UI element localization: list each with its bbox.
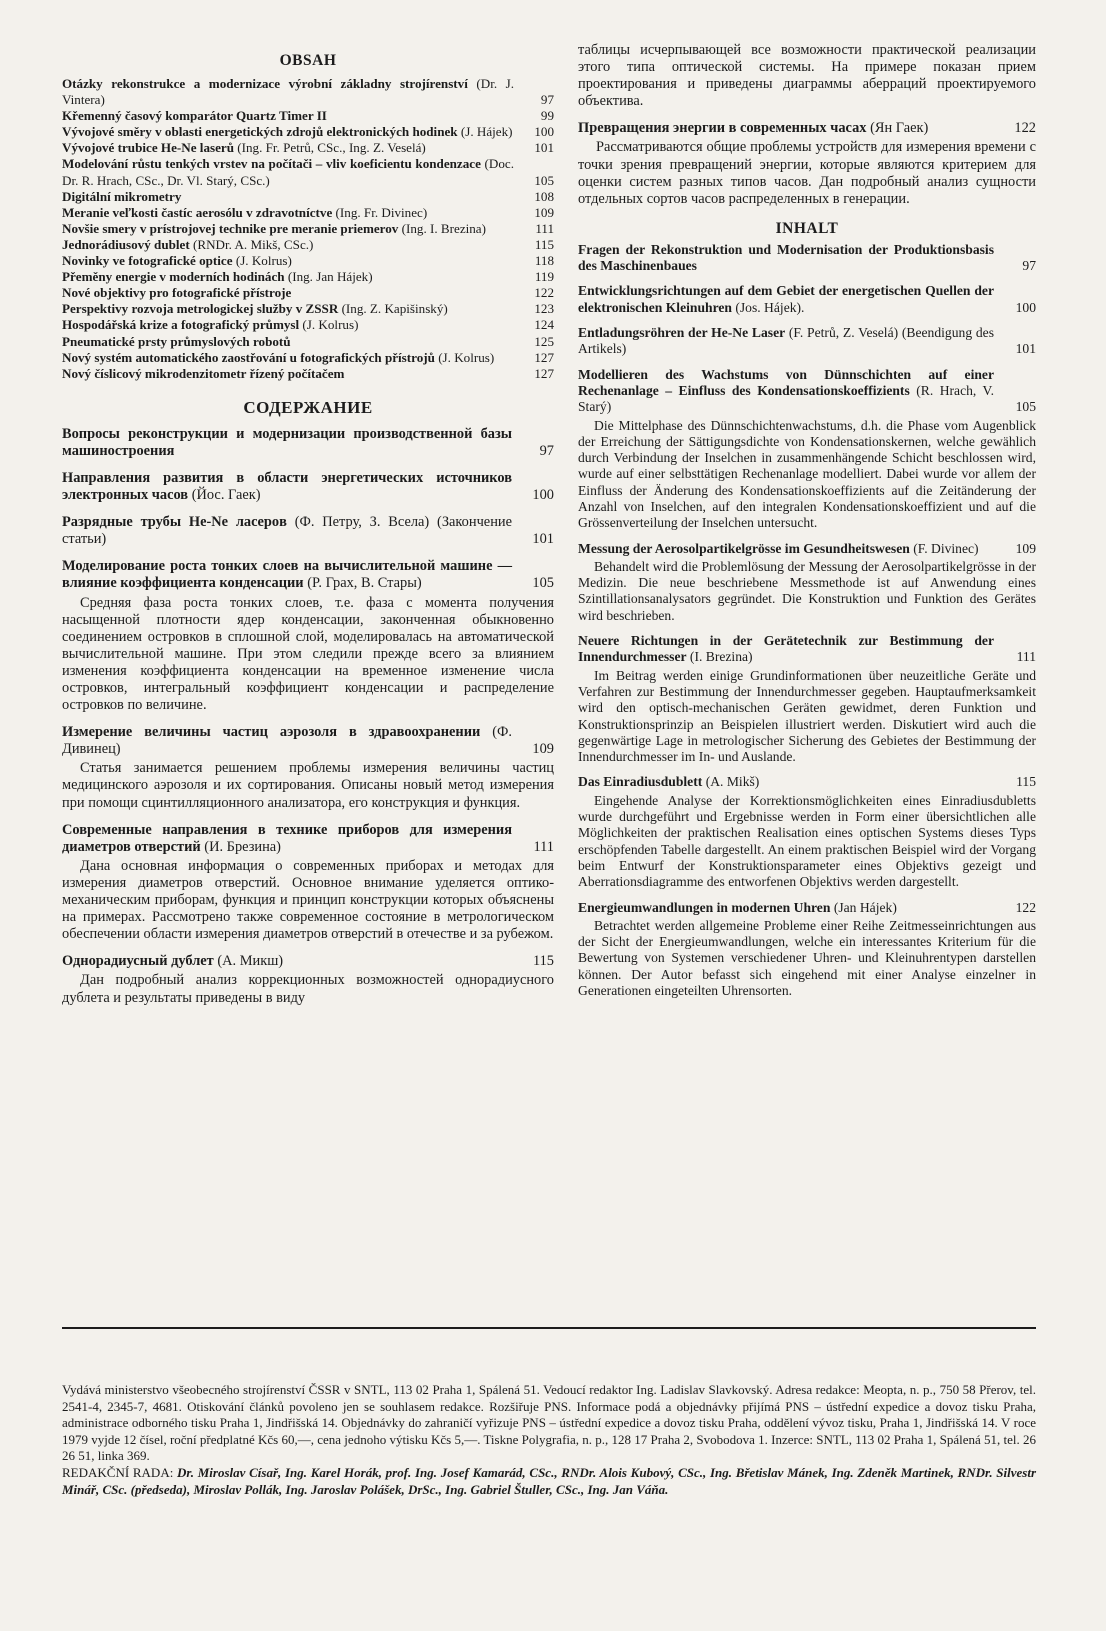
entry-authors: (Ing. Jan Hájek) — [287, 269, 373, 285]
entry-title: Vývojové směry v oblasti energetických zdrojů elektronických hodinek — [62, 124, 458, 140]
entry-text — [578, 633, 994, 666]
entry-title: Perspektivy rozvoja metrologickej služby v ZSSR — [62, 301, 339, 317]
toc-entry — [62, 317, 554, 333]
entry-page: 100 — [1015, 299, 1036, 315]
entry-page: 105 — [1015, 399, 1036, 415]
entry-title: Novšie smery v prístrojovej technike pre meranie priemerov — [62, 220, 399, 236]
entry-page: 105 — [532, 575, 554, 592]
article-heading — [578, 325, 1036, 358]
entry-authors: (J. Hájek) — [460, 124, 513, 140]
article-heading — [578, 900, 1036, 916]
entry-title: Modellieren des Wachstums von Dünnschichten auf einer Rechenanlage – Einfluss des Kondensationskoeffizients — [578, 366, 994, 398]
entry-title: Nové objektivy pro fotografické přístroje — [62, 285, 292, 301]
entry-title: Modelování růstu tenkých vrstev na počítači – vliv koeficientu kondenzace — [62, 156, 481, 172]
entry-text — [62, 514, 512, 548]
entry-text — [578, 541, 994, 557]
entry-title: Entladungsröhren der He-Ne Laser — [578, 325, 786, 341]
right-column — [578, 42, 1036, 1008]
toc-entry — [62, 350, 554, 366]
entry-page: 97 — [540, 92, 554, 108]
imprint-footer — [62, 1382, 1036, 1498]
entry-abstract: Статья занимается решением проблемы измерения величины частиц медицинского аэрозоля и их сортирования. Описаны новый метод измерения при помощи сцинтилляционного анализатора, его конструкция и функция. — [62, 760, 554, 811]
entry-page: 111 — [1016, 649, 1036, 665]
entry-title: Das Einradiusdublett — [578, 774, 703, 790]
toc-entry — [62, 301, 554, 317]
inhalt-heading: INHALT — [775, 219, 839, 237]
entry-page: 101 — [534, 140, 554, 156]
soderzhanie-list — [62, 426, 554, 1007]
entry-abstract: Im Beitrag werden einige Grundinformationen über neuzeitliche Geräte und Verfahren zur Bestimmung der Innendurchmesser gegeben. Hauptaufmerksamkeit wird den optisch-mechanischen Geräten gewidmet, deren Funktion und Konstruktionsprinzip an Beispielen illustriert werden. Diskutiert wird auch die gegenwärtige Lage in metrologischer Sicherung des Gebietes der Bestimmung der Innendurchmesser im In- und Auslande. — [578, 667, 1036, 765]
entry-text — [62, 285, 514, 301]
article-heading — [578, 367, 1036, 416]
entry-abstract: Средняя фаза роста тонких слоев, т.е. фаза с момента получения насыщенной плотности ядер конденсации, законченная обыкновенно соединением островков в сплошной слой, моделировалась на автоматической вычислительной машине. При этом следили прежде всего за влиянием изменения коэффициента конденсации на временное изменение числа островков, интегральный коэффициент конденсации и распределение островков по величине. — [62, 594, 554, 714]
entry-page: 105 — [534, 172, 554, 188]
entry-page: 115 — [1016, 774, 1036, 790]
entry-page: 124 — [534, 317, 554, 333]
entry-text — [62, 334, 514, 350]
entry-text — [62, 189, 514, 205]
article-heading — [578, 541, 1036, 557]
entry-abstract: Die Mittelphase des Dünnschichtenwachstums, d.h. die Phase vom Augenblick der Erreichung der Sättigungsdichte von Kondensationskernen, welche gewählich durch Verbindung der Inselchen in zusammenhängende Schicht beschlossen wird, wurde auf einer selbsttätigen Rechenanlage modelliert. Dabei wurde vor allem der Einfluss der Änderung des Kondensationskoeffizients auf die Zeitänderung der Anzahl von Inselchen, auf den integralen Kondensationskoeffizient und auf die Grössenverteilung der Inselchen untersucht. — [578, 417, 1036, 531]
entry-text — [62, 366, 514, 382]
entry-page: 127 — [534, 365, 554, 381]
entry-text — [62, 108, 514, 124]
article-heading — [578, 242, 1036, 275]
entry-text — [62, 317, 514, 333]
editorial-board-members: Dr. Miroslav Císař, Ing. Karel Horák, prof. Ing. Josef Kamarád, CSc., RNDr. Alois Kubový, CSc., Ing. Břetislav Mánek, Ing. Zdeněk Martinek, RNDr. Silvestr Minář, CSc. (předseda), Miroslav Pollák, Ing. Jaroslav Polášek, DrSc., Ing. Gabriel Štuller, CSc., Ing. Jan Váňa. — [62, 1464, 1037, 1497]
entry-authors: (Dr. J. Vintera) — [62, 76, 515, 108]
entry-title: Entwicklungsrichtungen auf dem Gebiet der energetischen Quellen der elektronischen Kleinuhren — [578, 283, 994, 315]
entry-authors: (J. Kolrus) — [302, 317, 359, 333]
entry-title: Novinky ve fotografické optice — [62, 253, 233, 269]
entry-text — [62, 221, 514, 237]
entry-abstract: Betrachtet werden allgemeine Probleme einer Reihe Zeitmesseinrichtungen aus der Sicht der Energieumwandlungen, welche ein interessantes Kriterium für die Bewertung von Systemen verschiedener Uhren- und Kleinuhrentypen darstellen können. Der Autor befasst sich eingehend mit einer Analyse einzelner in Generationen eingeteilten Uhrensorten. — [578, 917, 1036, 999]
entry-page: 111 — [535, 220, 554, 236]
entry-authors: (Ф. Петру, З. Вселa) (Закончение статьи) — [62, 514, 512, 548]
entry-authors: (F. Petrů, Z. Veselá) (Beendigung des Artikels) — [578, 325, 994, 357]
article-entry — [578, 283, 1036, 316]
article-entry — [62, 558, 554, 714]
article-heading — [62, 514, 554, 548]
article-entry — [62, 822, 554, 944]
entry-authors: (Jos. Hájek). — [735, 299, 805, 315]
entry-text — [578, 283, 994, 316]
entry-authors: (Ing. Fr. Petrů, CSc., Ing. Z. Veselá) — [237, 140, 426, 156]
entry-text — [578, 242, 994, 275]
entry-title: Nový číslicový mikrodenzitometr řízený počítačem — [62, 365, 345, 381]
entry-text — [62, 426, 512, 460]
soderzhanie-last-item — [578, 120, 1036, 207]
entry-authors: (Ф. Дивинец) — [62, 724, 512, 758]
entry-text — [62, 558, 512, 592]
article-heading — [62, 953, 554, 970]
toc-entry — [62, 253, 554, 269]
left-column — [62, 48, 554, 1017]
toc-entry — [62, 221, 554, 237]
entry-title: Направления развития в области энергетических источников электронных часов — [62, 469, 512, 504]
entry-text — [62, 156, 514, 188]
entry-page: 97 — [539, 442, 554, 459]
entry-title: Измерение величины частиц аэрозоля в здравоохранении — [62, 724, 481, 741]
entry-title: Digitální mikrometry — [62, 188, 182, 204]
entry-abstract: Behandelt wird die Problemlösung der Messung der Aerosolpartikelgrösse in der Medizin. Die neue beschriebene Messmethode ist auf Anwendung eines Szintillationsanalysators gegründet. Die Konstruktion und Funktion des Gerätes wird beschrieben. — [578, 558, 1036, 623]
entry-page: 97 — [1022, 258, 1036, 274]
publisher-info: Vydává ministerstvo všeobecného strojírenství ČSSR v SNTL, 113 02 Praha 1, Spálená 51. Vedoucí redaktor Ing. Ladislav Slavkovský. Adresa redakce: Meopta, n. p., 750 58 Přerov, tel. 2541-4, 2345-7, 4681. Otiskování článků povoleno jen se souhlasem redakce. Rozšiřuje PNS. Informace podá a objednávky přijímá PNS – ústřední expedice a dovoz tisku Praha, administrace odborného tisku Praha 1, Jindřišská 14. Objednávky do zahraničí vyřizuje PNS – ústřední expedice a dovoz tisku Praha, oddělení vývoz tisku, Praha 1, Jindřišská 14. V roce 1979 vyjde 12 čísel, roční předplatné Kčs 60,—, cena jednoho výtisku Kčs 5,—. Tiskne Polygrafia, n. p., 128 17 Praha 2, Svobodova 1. Inzerce: SNTL, 113 02 Praha 1, Spálená 51, tel. 26 26 51, linka 369. — [62, 1382, 1036, 1464]
toc-entry — [62, 237, 554, 253]
toc-entry — [62, 205, 554, 221]
entry-abstract: Eingehende Analyse der Korrektionsmöglichkeiten eines Einradiusdubletts wurde durchgeführt und Ergebnisse werden in Form einer übersichtlichen alle Möglichkeiten der praktischen Realisation eines optischen Systems dieses Typs erschöpfenden Tabelle dargestellt. An einem praktischen Beispiel wird der Vorgang beim Entwurf der Konstruktionsparameter eines Objektivs gezeigt und Aberrationsdiagramme des entworfenen Objektivs werden dargestellt. — [578, 792, 1036, 890]
entry-page: 101 — [532, 531, 554, 548]
toc-entry — [62, 269, 554, 285]
entry-title: Разрядные трубы He-Ne лacepoв — [62, 514, 287, 531]
article-entry — [578, 541, 1036, 624]
entry-page: 109 — [1015, 540, 1036, 556]
entry-authors: (А. Микш) — [217, 953, 284, 970]
entry-title: Přeměny energie v moderních hodinách — [62, 269, 285, 285]
toc-entry — [62, 285, 554, 301]
article-heading — [578, 774, 1036, 790]
article-heading — [578, 283, 1036, 316]
entry-title: Jednorádiusový dublet — [62, 236, 190, 252]
entry-title: Pneumatické prsty průmyslových robotů — [62, 333, 291, 349]
entry-authors: (F. Divinec) — [913, 540, 979, 556]
article-heading — [578, 633, 1036, 666]
article-entry — [578, 325, 1036, 358]
toc-entry — [62, 140, 554, 156]
entry-authors: (Jan Hájek) — [833, 899, 897, 915]
entry-page: 100 — [532, 487, 554, 504]
entry-page: 115 — [532, 953, 554, 970]
entry-title: Vývojové trubice He-Ne laserů — [62, 140, 234, 156]
entry-text — [62, 269, 514, 285]
entry-title: Однорадиусный дублет — [62, 953, 214, 970]
entry-page: 122 — [1014, 120, 1036, 137]
entry-page: 122 — [1015, 899, 1036, 915]
entry-title: Fragen der Rekonstruktion und Modernisation der Produktionsbasis des Maschinenbaues — [578, 241, 994, 274]
entry-title: Messung der Aerosolpartikelgrösse im Gesundheitswesen — [578, 540, 910, 556]
entry-page: 127 — [534, 349, 554, 365]
toc-entry — [62, 156, 554, 188]
article-heading — [62, 724, 554, 758]
entry-title: Křemenný časový komparátor Quartz Timer II — [62, 108, 327, 124]
entry-page: 118 — [534, 253, 554, 269]
entry-text — [578, 325, 994, 358]
entry-authors: (R. Hrach, V. Starý) — [578, 382, 994, 415]
entry-text — [62, 301, 514, 317]
entry-text — [62, 253, 514, 269]
entry-page: 111 — [533, 838, 554, 855]
entry-authors: (Ян Гаек) — [870, 120, 929, 137]
entry-text — [62, 140, 514, 156]
obsah-heading: OBSAH — [279, 52, 337, 69]
entry-page: 119 — [534, 269, 554, 285]
article-heading — [62, 426, 554, 460]
article-entry — [578, 774, 1036, 890]
article-entry — [62, 724, 554, 811]
entry-page: 109 — [532, 741, 554, 758]
entry-title: Моделирование роста тонких слоев на вычислительной машине — влияние коэффициента конденсации — [62, 558, 512, 592]
article-entry — [62, 470, 554, 504]
entry-text — [62, 205, 514, 221]
toc-entry — [62, 108, 554, 124]
article-entry — [62, 953, 554, 1006]
entry-page: 115 — [534, 236, 554, 252]
entry-text — [62, 350, 514, 366]
entry-title: Nový systém automatického zaostřování u fotografických přístrojů — [62, 349, 435, 365]
article-heading — [62, 470, 554, 504]
entry-page: 123 — [534, 301, 554, 317]
entry-text — [62, 124, 514, 140]
article-entry — [62, 514, 554, 548]
footer-divider — [62, 1327, 1036, 1329]
entry-abstract: Рассматриваются общие проблемы устройств для измерения времени с точки зрения превращений энергии, которые являются критерием для оценки систем разных типов часов. Дан подробный анализ сущности отдельных сортов часов распределенных в генерации. — [578, 139, 1036, 207]
entry-authors: (Йос. Гаек) — [191, 487, 261, 504]
entry-page: 101 — [1015, 341, 1036, 357]
entry-authors: (И. Брезина) — [204, 838, 281, 855]
article-entry — [578, 633, 1036, 765]
entry-abstract: Дан подробный анализ коррекционных возможностей однорадиусного дублета и результаты приведены в виду — [62, 972, 554, 1006]
entry-authors: (Ing. Fr. Divinec) — [335, 204, 428, 220]
entry-page: 125 — [534, 333, 554, 349]
entry-title: Современные направления в технике приборов для измерения диаметров отверстий — [62, 821, 512, 855]
article-heading — [62, 558, 554, 592]
entry-authors: (P. Грах, В. Стары) — [307, 575, 422, 592]
entry-text — [62, 724, 512, 758]
article-entry — [578, 242, 1036, 275]
entry-authors: (RNDr. A. Mikš, CSc.) — [192, 236, 314, 252]
entry-authors: (J. Kolrus) — [438, 349, 495, 365]
entry-title: Meranie veľkosti častíc aerosólu v zdravotníctve — [62, 204, 333, 220]
entry-authors: (Ing. Z. Kapišinský) — [341, 301, 448, 317]
entry-title: Hospodářská krize a fotografický průmysl — [62, 317, 300, 333]
entry-text — [578, 774, 994, 790]
entry-page: 122 — [534, 285, 554, 301]
obsah-list — [62, 76, 554, 382]
entry-title: Otázky rekonstrukce a modernizace výrobní základny strojírenství — [62, 76, 468, 91]
article-heading — [62, 822, 554, 856]
entry-text — [62, 953, 512, 970]
entry-authors: (I. Brezina) — [689, 649, 753, 665]
entry-page: 100 — [534, 124, 554, 140]
toc-entry — [62, 124, 554, 140]
entry-title: Превращения энергии в современных часах — [578, 120, 867, 137]
entry-abstract: Дана основная информация о современных приборах и методах для измерения диаметров отверстий. Основное внимание уделяется оптико-механическим приборам, функция и принцип конструкции которых объяснены на примерах. Рассмотрено также современное состояние в метрологическом обеспечении области измерения диаметров отверстий в отечестве и за рубежом. — [62, 857, 554, 943]
entry-text — [62, 470, 512, 504]
entry-authors: (J. Kolrus) — [235, 253, 292, 269]
entry-page: 109 — [534, 204, 554, 220]
entry-text — [62, 237, 514, 253]
entry-title: Вопросы реконструкции и модернизации производственной базы машиностроения — [62, 425, 512, 459]
inhalt-list — [578, 242, 1036, 999]
entry-title: Energieumwandlungen in modernen Uhren — [578, 899, 831, 915]
entry-authors: (A. Mikš) — [705, 774, 760, 790]
entry-page: 108 — [534, 188, 554, 204]
toc-entry — [62, 366, 554, 382]
toc-entry — [62, 334, 554, 350]
article-entry — [62, 426, 554, 460]
entry-authors: (Ing. I. Brezina) — [401, 220, 486, 236]
article-entry — [578, 367, 1036, 532]
soderzhanie-continuation: таблицы исчерпывающей все возможности практической реализации этого типа оптической системы. На примере показан прием проектирования и приведены диаграммы аберраций проектируемого объектива. — [578, 42, 1036, 110]
article-entry — [578, 900, 1036, 1000]
entry-text — [62, 76, 514, 108]
soderzhanie-heading: СОДЕРЖАНИЕ — [243, 397, 373, 417]
entry-title: Neuere Richtungen in der Gerätetechnik zur Bestimmung der Innendurchmesser — [578, 633, 994, 665]
entry-text — [578, 367, 994, 416]
entry-page: 99 — [540, 108, 554, 124]
toc-entry — [62, 76, 554, 108]
entry-text — [578, 900, 994, 916]
entry-authors: (Doc. Dr. R. Hrach, CSc., Dr. Vl. Starý, CSc.) — [62, 156, 514, 188]
editorial-board-label: REDAKČNÍ RADA: — [62, 1464, 174, 1480]
toc-entry — [62, 189, 554, 205]
entry-text — [62, 822, 512, 856]
